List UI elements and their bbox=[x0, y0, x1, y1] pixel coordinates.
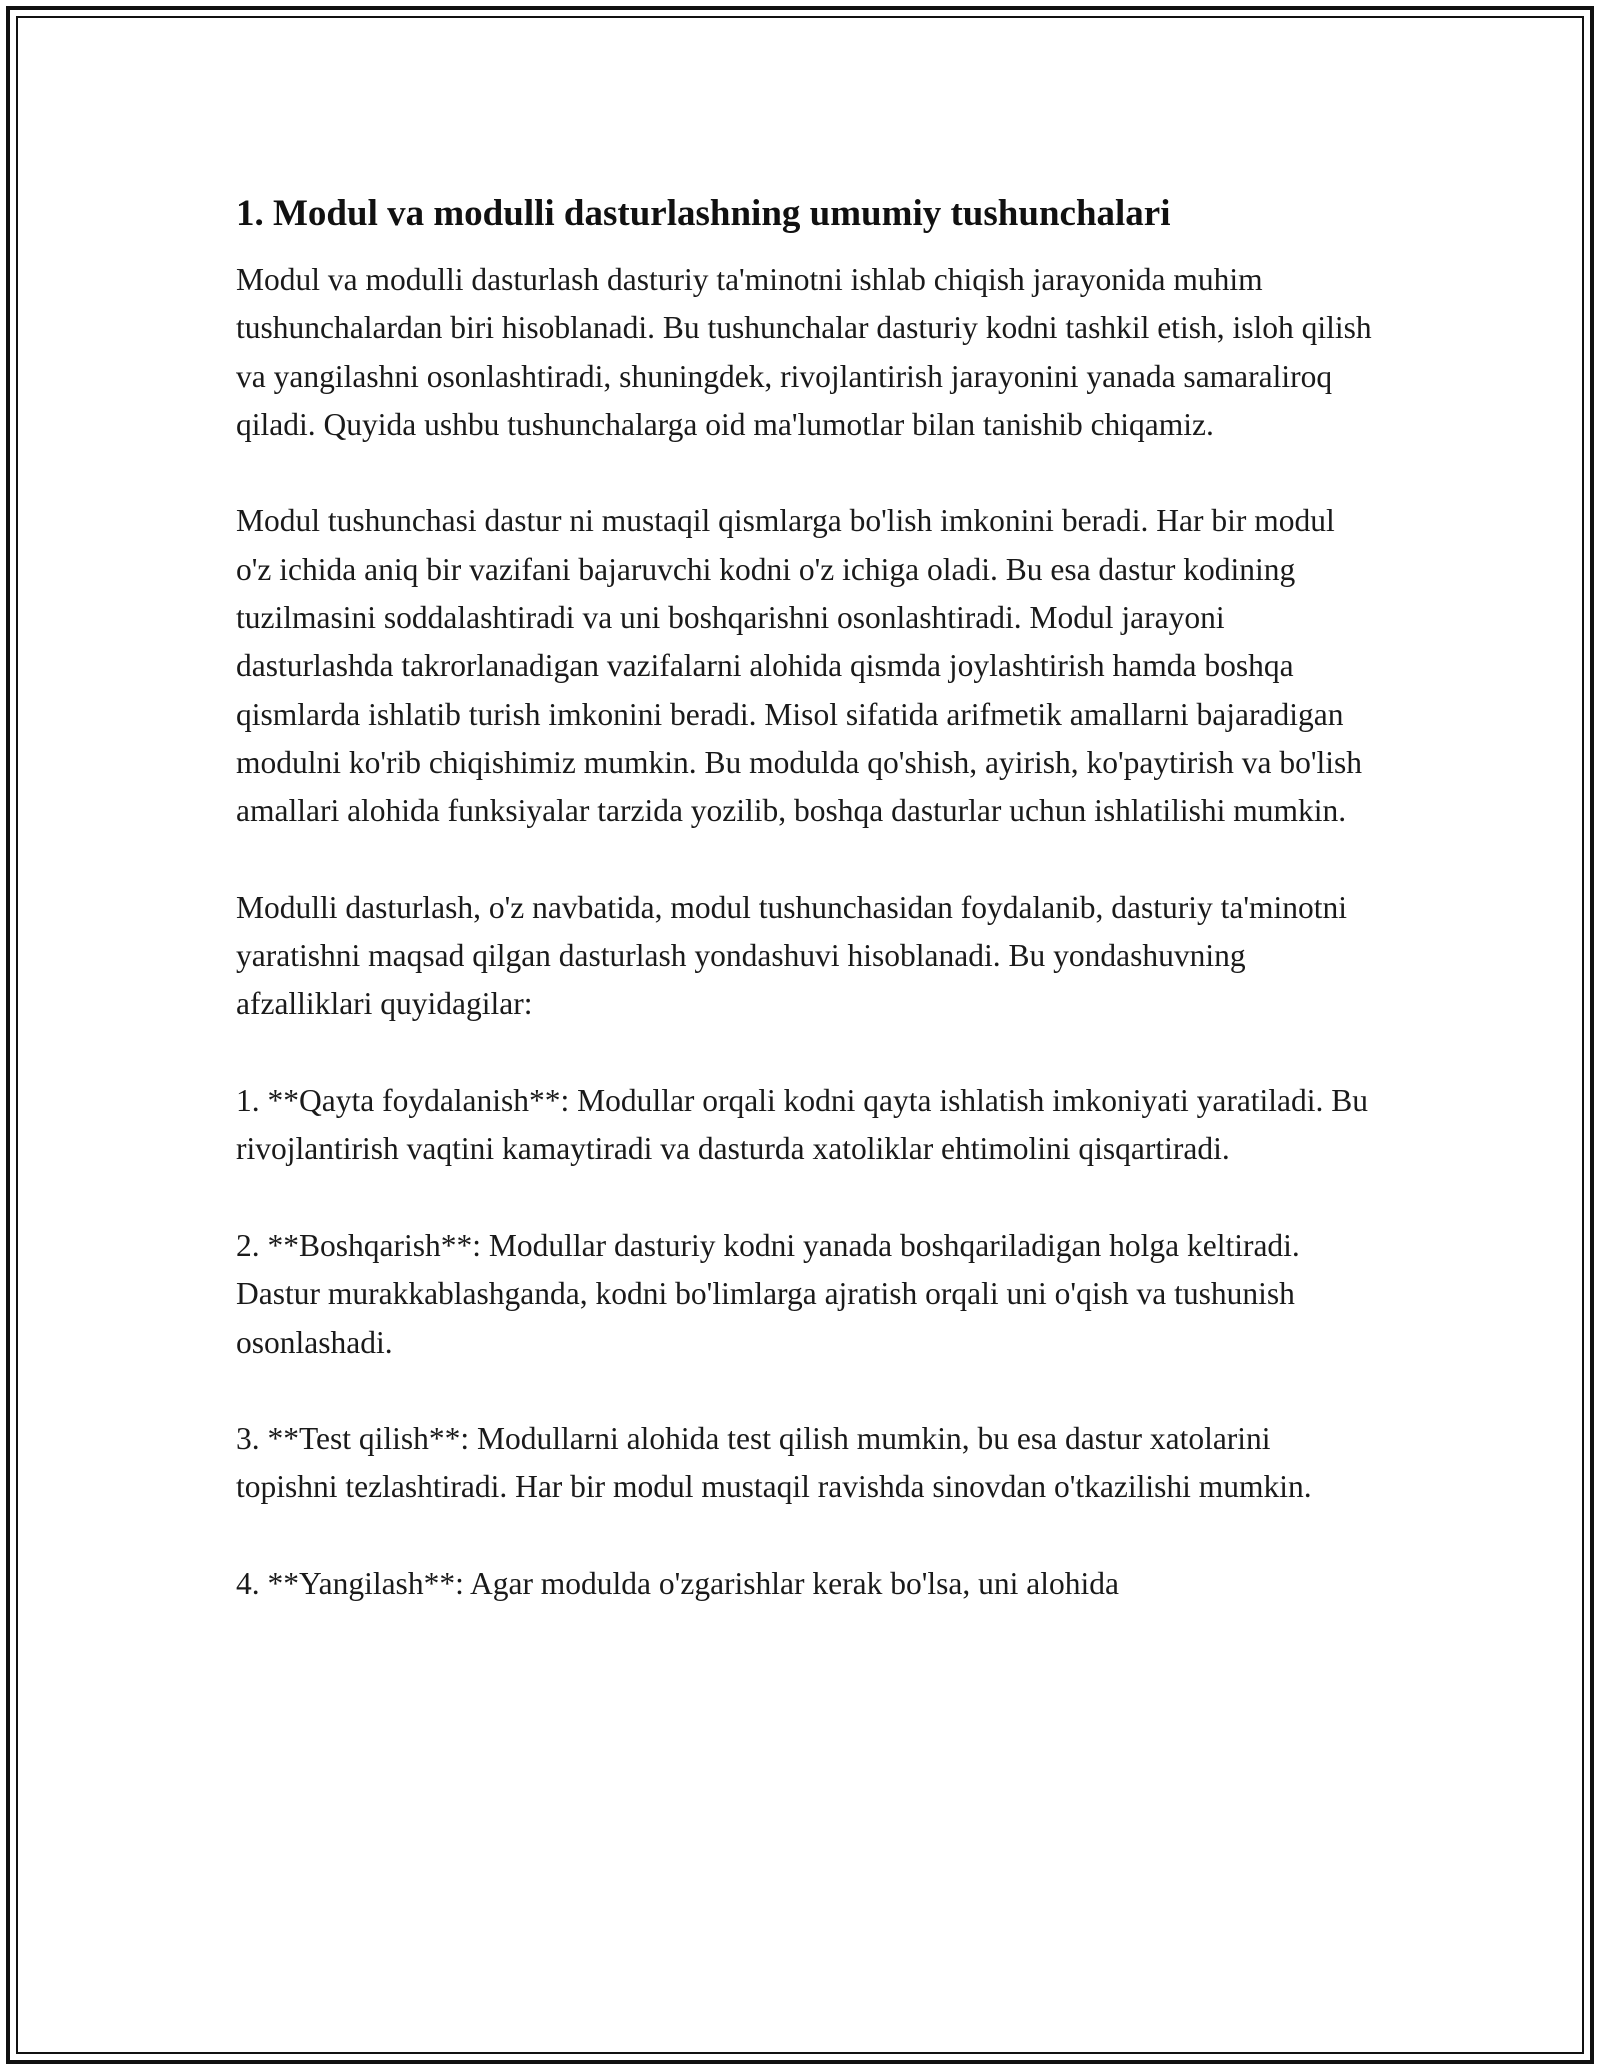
paragraph-module-concept: Modul tushunchasi dastur ni mustaqil qismlarga bo'lish imkonini beradi. Har bir modul o'z ichida aniq bir vazifani bajaruvchi kodni o'z ichiga oladi. Bu esa dastur kodining tuzilmasini soddalashtiradi va uni boshqarishni osonlashtiradi. Modul jarayoni dasturlashda takrorlanadigan vazifalarni alohida qismda joylashtirish hamda boshqa qismlarda ishlatib turish imkonini beradi. Misol sifatida arifmetik amallarni bajaradigan modulni ko'rib chiqishimiz mumkin. Bu modulda qo'shish, ayirish, ko'paytirish va bo'lish amallari alohida funksiyalar tarzida yozilib, boshqa dasturlar uchun ishlatilishi mumkin. bbox=[236, 503, 1363, 829]
list-item-updating: 4. **Yangilash**: Agar modulda o'zgarishlar kerak bo'lsa, uni alohida bbox=[236, 1566, 1119, 1602]
document-body bbox=[236, 190, 1376, 1608]
list-item-management: 2. **Boshqarish**: Modullar dasturiy kodni yanada boshqariladigan holga keltiradi. Dastur murakkablashganda, kodni bo'limlarga ajratish orqali uni o'qish va tushunish osonlashadi. bbox=[236, 1227, 1300, 1360]
section-heading: 1. Modul va modulli dasturlashning umumiy tushunchalari bbox=[236, 193, 1171, 234]
list-item-testing: 3. **Test qilish**: Modullarni alohida test qilish mumkin, bu esa dastur xatolarini topishni tezlashtiradi. Har bir modul mustaqil ravishda sinovdan o'tkazilishi mumkin. bbox=[236, 1421, 1312, 1505]
list-item-reuse: 1. **Qayta foydalanish**: Modullar orqali kodni qayta ishlatish imkoniyati yaratiladi. Bu rivojlantirish vaqtini kamaytiradi va dasturda xatoliklar ehtimolini qisqartiradi. bbox=[236, 1083, 1369, 1167]
paragraph-intro: Modul va modulli dasturlash dasturiy ta'minotni ishlab chiqish jarayonida muhim tushunchalardan biri hisoblanadi. Bu tushunchalar dasturiy kodni tashkil etish, isloh qilish va yangilashni osonlashtiradi, shuningdek, rivojlantirish jarayonini yanada samaraliroq qiladi. Quyida ushbu tushunchalarga oid ma'lumotlar bilan tanishib chiqamiz. bbox=[236, 262, 1372, 442]
paragraph-modular-programming: Modulli dasturlash, o'z navbatida, modul tushunchasidan foydalanib, dasturiy ta'minotni yaratishni maqsad qilgan dasturlash yondashuvi hisoblanadi. Bu yondashuvning afzalliklari quyidagilar: bbox=[236, 889, 1348, 1022]
